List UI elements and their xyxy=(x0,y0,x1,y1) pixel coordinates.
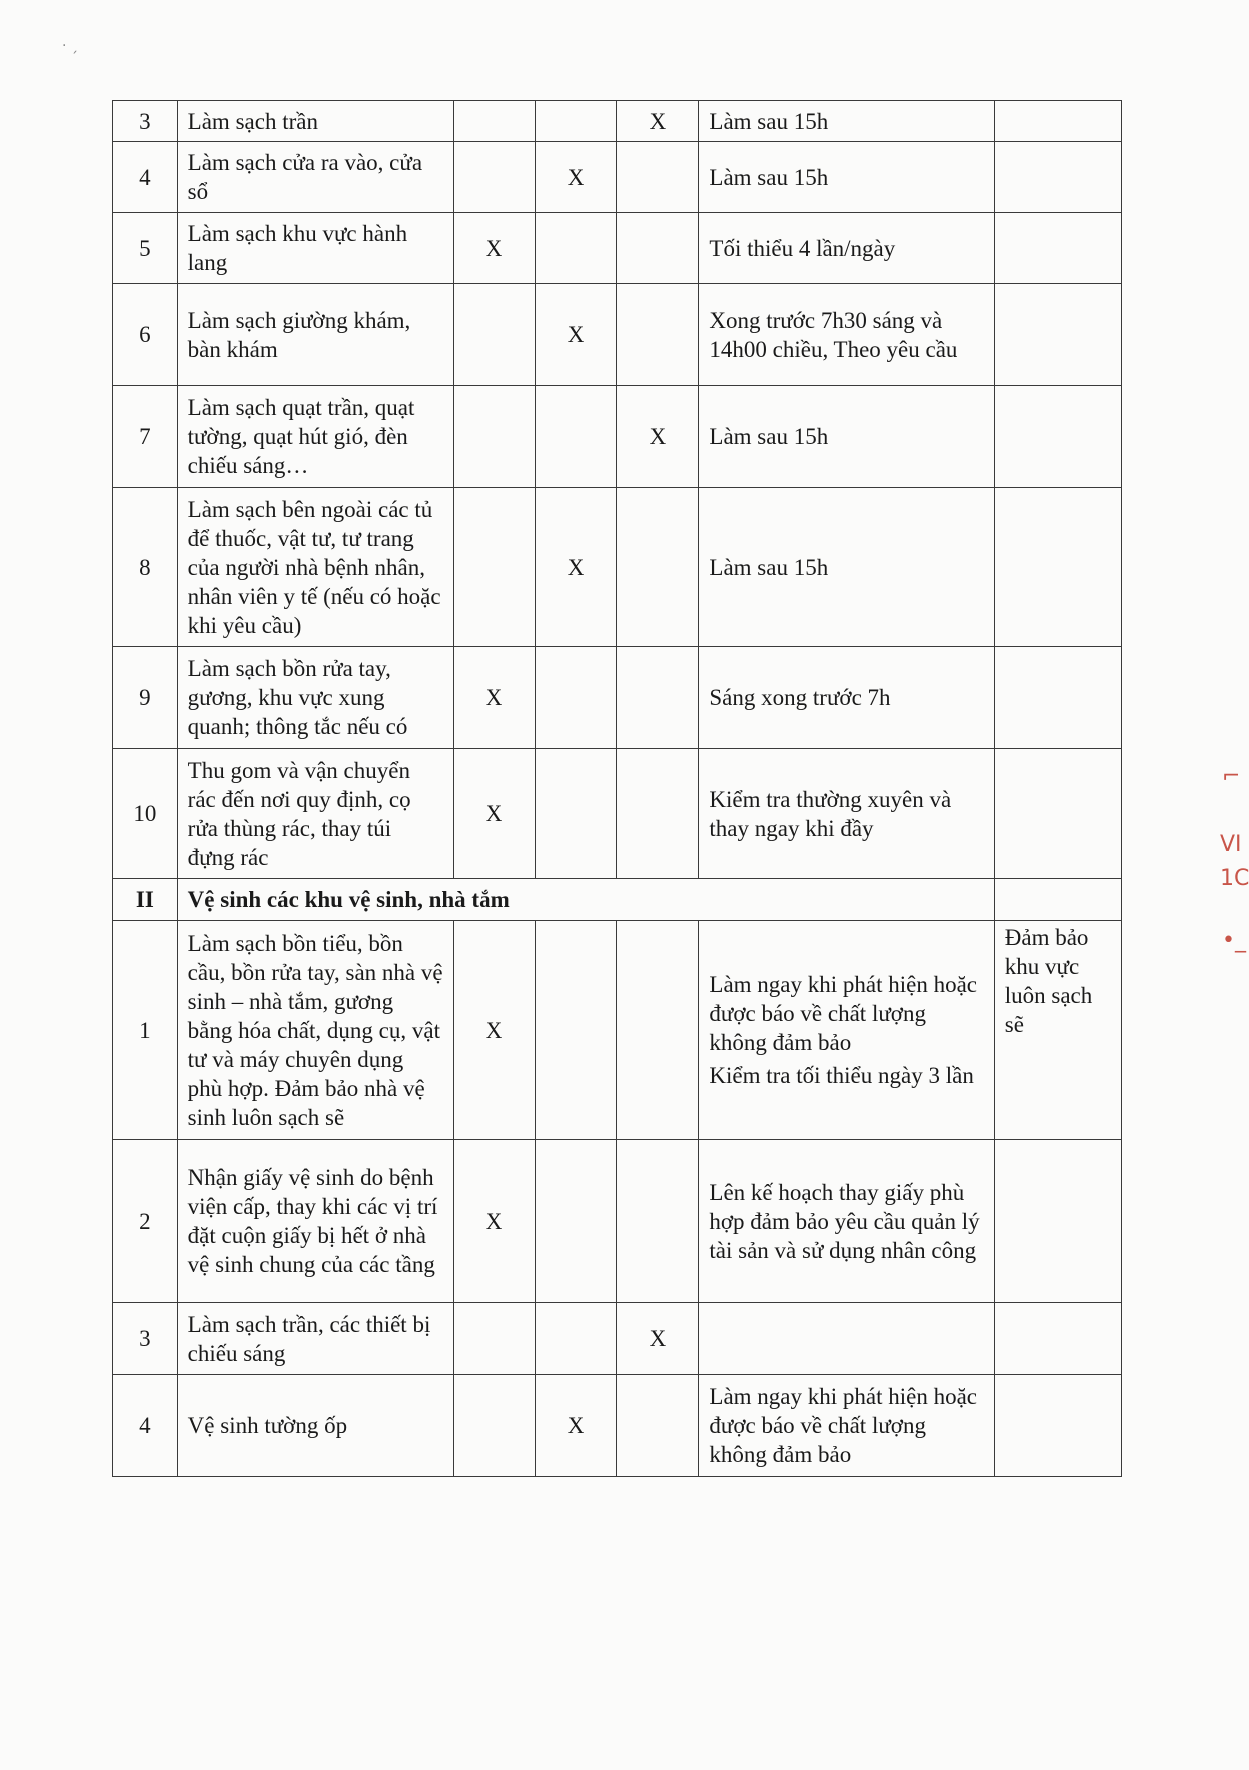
section-number: II xyxy=(113,879,178,921)
mark-weekly: X xyxy=(535,142,617,213)
row-number: 9 xyxy=(113,647,178,749)
table-row xyxy=(113,749,1122,879)
mark-weekly: X xyxy=(535,488,617,647)
task-extra xyxy=(994,101,1121,142)
task-extra xyxy=(994,142,1121,213)
mark-daily xyxy=(453,1303,535,1375)
task-extra: Đảm bảo khu vực luôn sạch sẽ xyxy=(994,921,1121,1140)
task-note-line: Kiểm tra tối thiểu ngày 3 lần xyxy=(709,1063,974,1088)
mark-monthly xyxy=(617,488,699,647)
task-note: Làm sau 15h xyxy=(699,142,994,213)
table-row xyxy=(113,1140,1122,1303)
mark-monthly: X xyxy=(617,101,699,142)
task-extra xyxy=(994,749,1121,879)
table-row xyxy=(113,101,1122,142)
table-row xyxy=(113,1303,1122,1375)
mark-weekly: X xyxy=(535,1375,617,1477)
task-note: Làm sau 15h xyxy=(699,101,994,142)
row-number: 5 xyxy=(113,213,178,284)
mark-weekly xyxy=(535,921,617,1140)
mark-daily xyxy=(453,101,535,142)
table-row xyxy=(113,921,1122,1140)
stamp-fragment-text: VI xyxy=(1220,832,1242,857)
mark-weekly xyxy=(535,647,617,749)
task-extra xyxy=(994,488,1121,647)
task-description: Làm sạch giường khám, bàn khám xyxy=(177,284,453,386)
table-row xyxy=(113,488,1122,647)
table-row xyxy=(113,647,1122,749)
task-extra xyxy=(994,1303,1121,1375)
task-description: Làm sạch trần, các thiết bị chiếu sáng xyxy=(177,1303,453,1375)
mark-monthly xyxy=(617,1375,699,1477)
mark-daily xyxy=(453,488,535,647)
row-number: 2 xyxy=(113,1140,178,1303)
task-description: Làm sạch khu vực hành lang xyxy=(177,213,453,284)
row-number: 3 xyxy=(113,101,178,142)
mark-weekly xyxy=(535,749,617,879)
task-description: Nhận giấy vệ sinh do bệnh viện cấp, thay khi các vị trí đặt cuộn giấy bị hết ở nhà vệ sinh chung của các tầng xyxy=(177,1140,453,1303)
table-row xyxy=(113,142,1122,213)
mark-daily: X xyxy=(453,749,535,879)
row-number: 4 xyxy=(113,142,178,213)
mark-weekly: X xyxy=(535,284,617,386)
mark-daily: X xyxy=(453,213,535,284)
task-extra xyxy=(994,386,1121,488)
task-table xyxy=(112,100,1122,1477)
row-number: 1 xyxy=(113,921,178,1140)
section-title: Vệ sinh các khu vệ sinh, nhà tắm xyxy=(177,879,994,921)
task-description: Vệ sinh tường ốp xyxy=(177,1375,453,1477)
table-row xyxy=(113,213,1122,284)
row-number: 10 xyxy=(113,749,178,879)
stamp-fragment-text: 1C xyxy=(1220,866,1249,891)
task-description: Làm sạch bồn tiểu, bồn cầu, bồn rửa tay, sàn nhà vệ sinh – nhà tắm, gương bằng hóa chất, dụng cụ, vật tư và máy chuyên dụng phù hợp. Đảm bảo nhà vệ sinh luôn sạch sẽ xyxy=(177,921,453,1140)
mark-monthly: X xyxy=(617,1303,699,1375)
mark-daily xyxy=(453,1375,535,1477)
mark-monthly: X xyxy=(617,386,699,488)
mark-daily xyxy=(453,284,535,386)
mark-weekly xyxy=(535,213,617,284)
task-description: Làm sạch trần xyxy=(177,101,453,142)
mark-monthly xyxy=(617,921,699,1140)
task-note: Kiểm tra thường xuyên và thay ngay khi đầy xyxy=(699,749,994,879)
task-note: Xong trước 7h30 sáng và 14h00 chiều, Theo yêu cầu xyxy=(699,284,994,386)
task-note: Làm ngay khi phát hiện hoặc được báo về chất lượng không đảm bảo xyxy=(699,1375,994,1477)
mark-weekly xyxy=(535,101,617,142)
mark-monthly xyxy=(617,142,699,213)
section-row xyxy=(113,879,1122,921)
mark-weekly xyxy=(535,386,617,488)
mark-monthly xyxy=(617,1140,699,1303)
table-row xyxy=(113,1375,1122,1477)
mark-daily xyxy=(453,386,535,488)
row-number: 4 xyxy=(113,1375,178,1477)
task-extra xyxy=(994,213,1121,284)
mark-daily: X xyxy=(453,921,535,1140)
task-note xyxy=(699,1303,994,1375)
mark-weekly xyxy=(535,1303,617,1375)
task-extra xyxy=(994,1140,1121,1303)
scan-artifact-icon: · ˏ xyxy=(62,38,78,54)
row-number: 3 xyxy=(113,1303,178,1375)
row-number: 8 xyxy=(113,488,178,647)
stamp-fragment-icon: •_ xyxy=(1222,928,1246,953)
mark-daily: X xyxy=(453,647,535,749)
task-note: Làm sau 15h xyxy=(699,386,994,488)
mark-monthly xyxy=(617,749,699,879)
task-description: Làm sạch cửa ra vào, cửa sổ xyxy=(177,142,453,213)
task-note-line: Làm ngay khi phát hiện hoặc được báo về chất lượng không đảm bảo xyxy=(709,972,978,1055)
task-description: Làm sạch bồn rửa tay, gương, khu vực xung quanh; thông tắc nếu có xyxy=(177,647,453,749)
row-number: 7 xyxy=(113,386,178,488)
task-note: Sáng xong trước 7h xyxy=(699,647,994,749)
mark-daily xyxy=(453,142,535,213)
task-note: Làm sau 15h xyxy=(699,488,994,647)
stamp-fragment-icon: ⌐ xyxy=(1222,764,1241,789)
table-row xyxy=(113,284,1122,386)
section-extra xyxy=(994,879,1121,921)
mark-monthly xyxy=(617,647,699,749)
task-description: Làm sạch bên ngoài các tủ để thuốc, vật tư, tư trang của người nhà bệnh nhân, nhân viên y tế (nếu có hoặc khi yêu cầu) xyxy=(177,488,453,647)
task-note: Lên kế hoạch thay giấy phù hợp đảm bảo yêu cầu quản lý tài sản và sử dụng nhân công xyxy=(699,1140,994,1303)
task-note xyxy=(699,921,994,1140)
mark-monthly xyxy=(617,284,699,386)
task-extra xyxy=(994,647,1121,749)
task-note: Tối thiểu 4 lần/ngày xyxy=(699,213,994,284)
row-number: 6 xyxy=(113,284,178,386)
task-extra xyxy=(994,1375,1121,1477)
task-extra xyxy=(994,284,1121,386)
mark-daily: X xyxy=(453,1140,535,1303)
task-description: Thu gom và vận chuyển rác đến nơi quy định, cọ rửa thùng rác, thay túi đựng rác xyxy=(177,749,453,879)
task-description: Làm sạch quạt trần, quạt tường, quạt hút gió, đèn chiếu sáng… xyxy=(177,386,453,488)
mark-monthly xyxy=(617,213,699,284)
table-row xyxy=(113,386,1122,488)
mark-weekly xyxy=(535,1140,617,1303)
